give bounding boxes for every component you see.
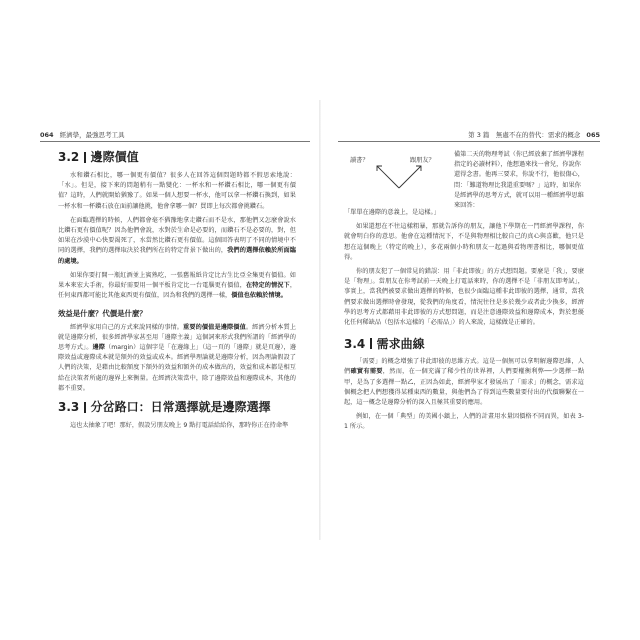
section-title: 分岔路口：日常選擇就是邊際選擇: [90, 400, 271, 415]
paragraph: 這也太抽象了吧！那好，假設另朋友晚上 9 點打電話給給你，那時你正在持命準: [70, 422, 289, 430]
paragraph: 水和鑽石相比，哪一個更有價值？很多人在回答這個問題時都不假思索地說：「水」。但是，接下來的問題稍有一點變化：一杯水和一杯鑽石相比，哪一個更有價值？這時，人們就開始猶豫了。如果一個人想要一杯水，他可以拿一杯鑽石換到，如果一杯水和一杯鑽石放在面前讓他挑，他會拿哪一個？買即上每次都會挑鑽石。: [58, 172, 296, 210]
paragraph: 例如，在一個「典型」的美國小鎮上，人們的計畫用水量因價格不同而異，如表 3-1 所示。: [344, 413, 584, 431]
left-page-number: 064: [40, 131, 54, 139]
paragraph: 經濟學家用自己的方式來說同樣的事情。重要的價值是邊際價值。經濟分析本質上就是邊際分析，很多經濟學家甚至用「邊際主義」這個詞來形式我們所謂的「經濟學的思考方式」。邊際（margin）這個字是「在邊緣上」（這一頁的「邊際」就是頁邊），邊際效益或邊際成本就是額外的效益或成本。經濟學理論就是邊際分析，因為理論假設了人們的決策，是藉由比較額度下額外的效益和額外的成本做出的，效益和成本都是相互給在決策者所處的邊界上來衡量。在經濟決策當中，除了邊際效益和邊際成本，其他的都不重要。: [58, 323, 297, 392]
heading-divider: [370, 338, 371, 349]
diagram-option-friend: 跟朋友？: [410, 157, 435, 164]
bold-emphasis: 價值也依賴於情境。: [231, 292, 287, 300]
left-running-title: 經濟學，最強思考工具: [59, 131, 125, 139]
section-heading-3-3: [58, 402, 296, 413]
section-heading-3-2: [58, 152, 296, 163]
heading-divider: [84, 152, 85, 163]
bold-emphasis: 確實有需要: [350, 368, 383, 376]
left-page-header: [40, 130, 310, 142]
bold-emphasis: 在特定的情況下: [245, 282, 290, 290]
diagram-side-text: 備第二天的物理考試（你已經放棄了經濟學課程指定的必讀材料），他想過來找一會兒，你說你還得念書。他再三要求，你說不行，他很傷心，問：「難道物理比我還重要嗎？」這時，如果你是經濟學的思考方式，就可以用一種經濟學思維來回答：: [454, 151, 584, 210]
right-running-title: 第 3 篇 無處不在的替代：需求的概念: [468, 131, 581, 139]
bold-emphasis: 邊際: [92, 344, 106, 352]
paragraph: 你的朋友犯了一個常見的錯誤：用「非此即彼」的方式想問題。要麼是「我」，要麼是「物理」。當朋友在你考試前一天晚上打電話來時，你的選擇不是「非朋友即考試」，事實上，當我們被要求做出選擇的時候，也很少面臨這種非此即彼的選擇，通常，當我們要求做出選擇時會發現，從我們的角度看，情況往往是多於幾少或者此少換多，經濟學的思考方式都藉用非此即彼的方式想問題，而是注意邊際效益和邊際成本，對於想優化任何稀缺品（包括水這樣的「必需品」）的人來說，這樣做是正確的。: [344, 268, 584, 327]
diagram-option-study: 讀書？: [350, 157, 369, 164]
left-page-body: [58, 150, 296, 435]
heading-divider: [84, 402, 85, 413]
subheading: 效益是什麼？代價是什麼？: [58, 309, 147, 319]
right-page-number: 065: [586, 131, 600, 139]
page-gutter: [319, 100, 321, 540]
bold-emphasis: 重要的價值是邊際價值: [183, 323, 246, 331]
right-page-header: [338, 130, 600, 142]
section-heading-3-4: [344, 338, 584, 349]
paragraph: 如果還想在不往這樣粗暴，那就告訴你的朋友，讓他下學期在一門經濟學課程，你就會明白你的意思。他會在這種情況下，不是與物理相比較自己的真心與喜歡，他只是想在這個晚上（特定的晚上），多花兩個小時和朋友一起過與看物理書相比，哪個更值得。: [344, 223, 584, 261]
section-number: 3.2: [58, 150, 80, 165]
bold-emphasis: 我們的選擇依賴於所面臨的處境。: [58, 247, 297, 265]
section-number: 3.4: [344, 336, 366, 351]
paragraph: 「需要」的概念增強了非此即彼的思維方式。這是一個無可以拿明解邊際思維，人們確實有需要，然而，在一個充滿了稀少性的世界裡，人們要權衡利弊──少選擇一點甲，是為了多選擇一點乙，正因為如此，經濟學家才發展出了「需求」的概念，需求這個概念把人們想獲得某種東西的數量，與他們為了得到這些數量要付出的代價聯繫在一起，這一概念是邊際分析的深入且極其重要的應用。: [344, 358, 585, 407]
right-page-body: [344, 150, 584, 437]
paragraph: 在面臨選擇的時候，人們都會毫不猶豫地拿走鑽石而不是水，那他們又怎麼會說水比鑽石更有價值呢？因為他們會說，水對於生命是必要的，而鑽石不是必要的，對，但如果在沙漠中心快要渴死了，水當然比鑽石更有價值。這個回答表明了不同的情境中不同的選擇，我們的選擇取決於我們所在的特定背景下做出的，我們的選擇依賴於所面臨的處境。: [58, 216, 297, 265]
section-number: 3.3: [58, 400, 80, 415]
section-title: 邊際價值: [90, 150, 139, 165]
paragraph: 如果你要打開一瓶紅酒並上賓熟吃，一張舊報紙肯定比古生比亞全集更有價值。如果本來宏大手術，你最好需要用一個平板肯定比一台電腦更有價值，在特定的情況下，任何東西都可能比其他東西更有價值，因為和我們的選擇一樣，價值也依賴於情境。: [58, 271, 297, 300]
quoted-answer: 「單單在邊際的意義上，是這樣。」: [344, 209, 440, 216]
choice-diagram: [344, 150, 584, 210]
section-title: 需求曲線: [376, 336, 425, 351]
